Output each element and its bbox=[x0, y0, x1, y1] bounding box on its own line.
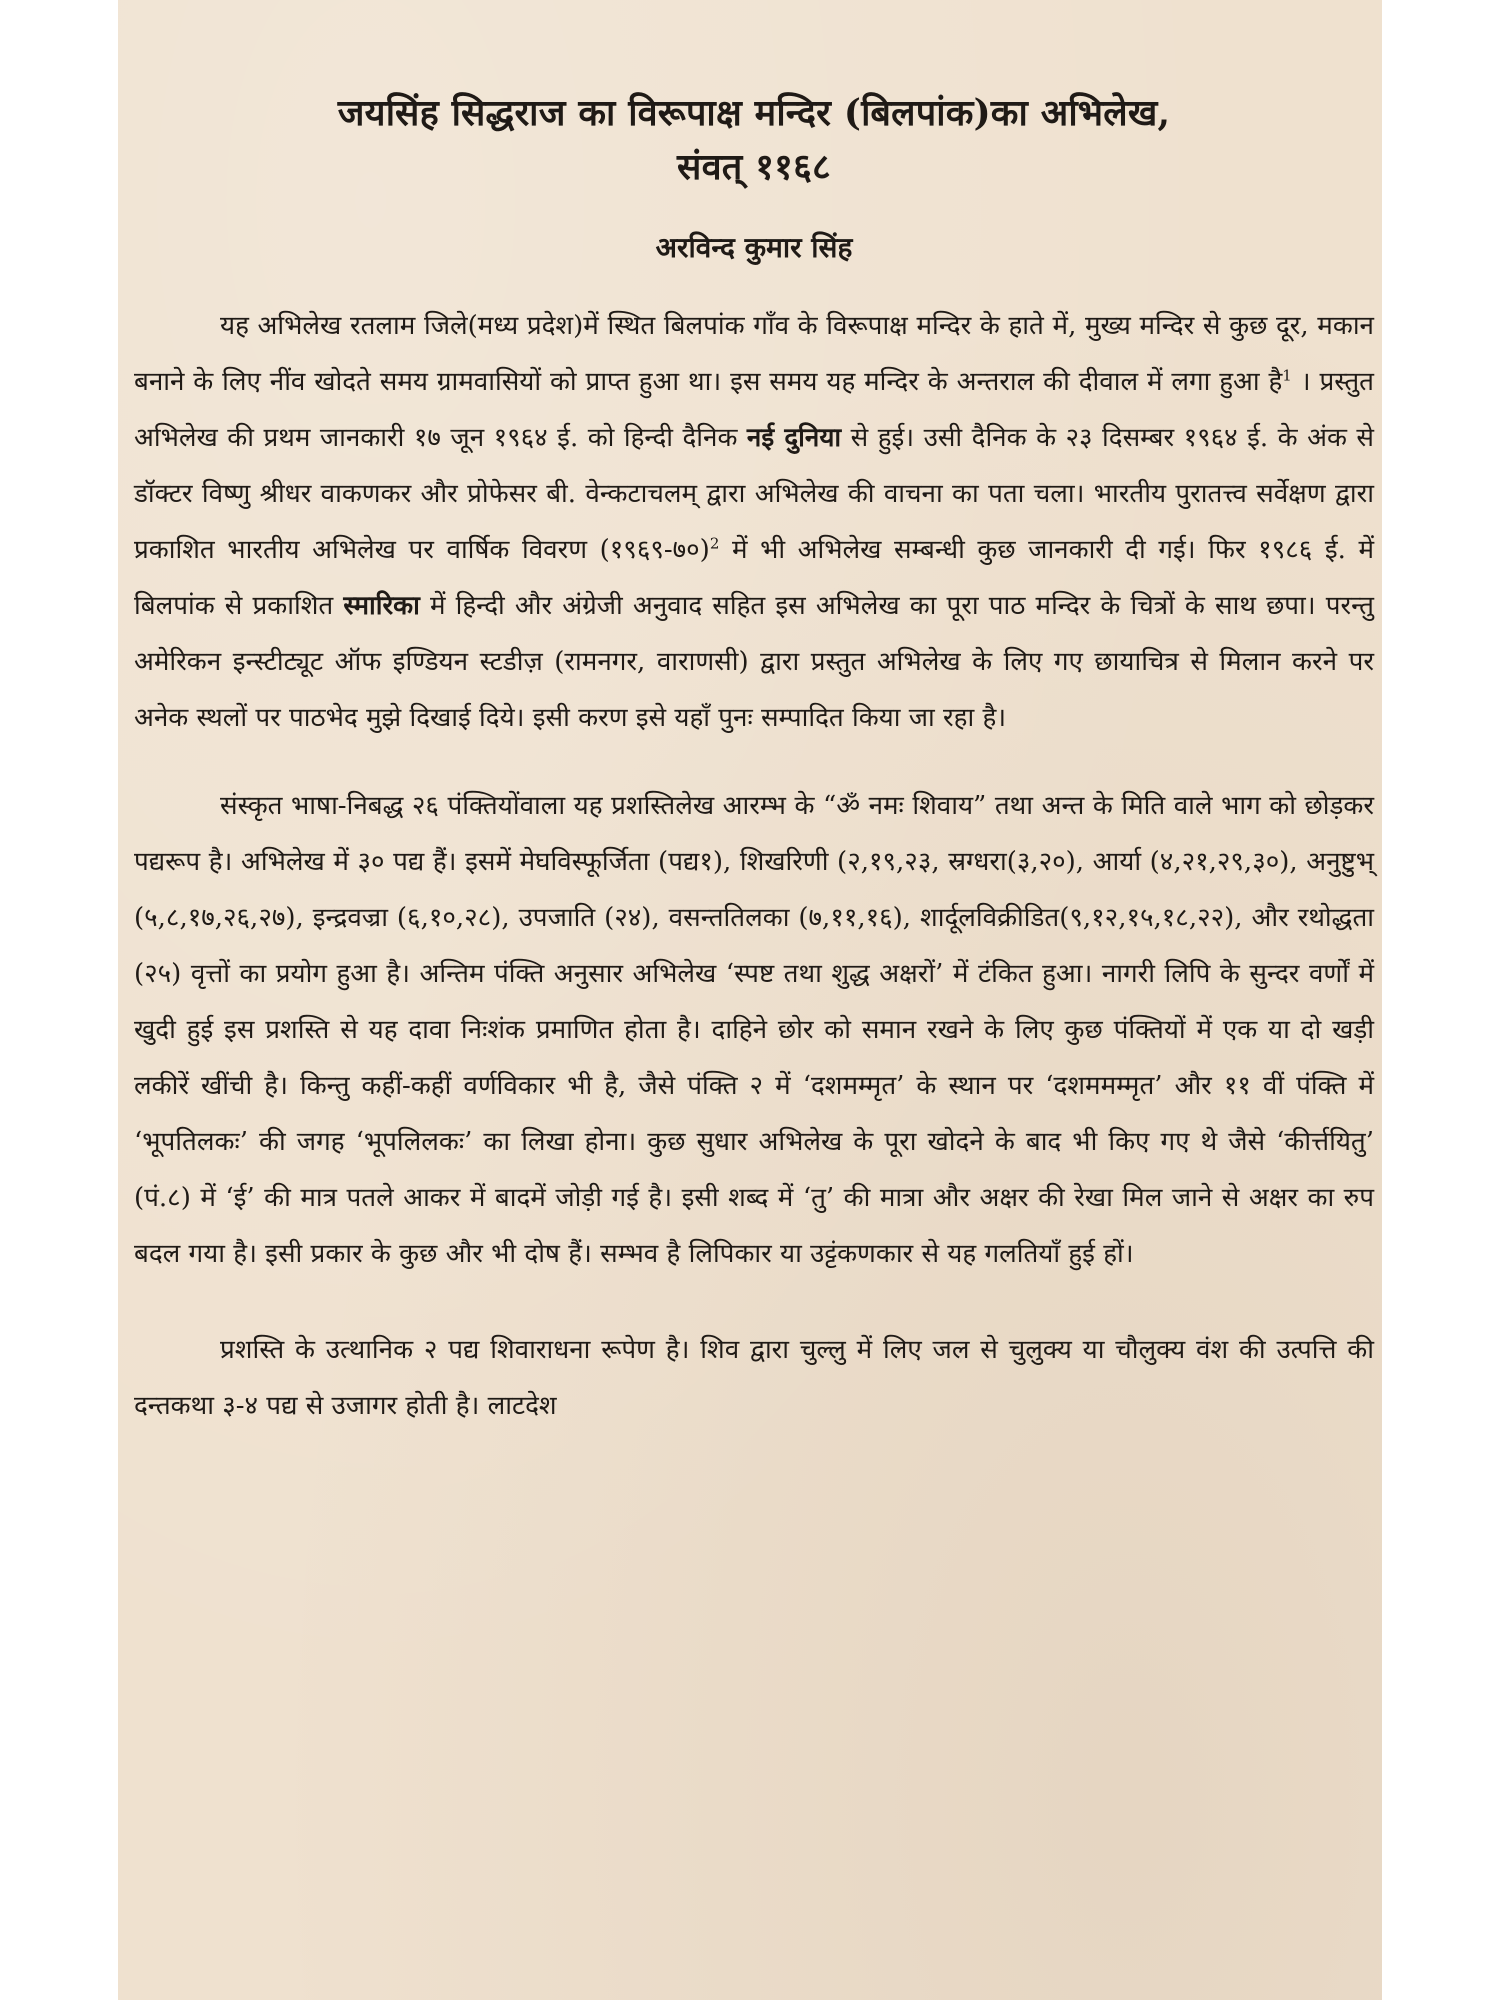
paragraph-1-text-e: में हिन्दी और अंग्रेजी अनुवाद सहित इस अभिलेख का पूरा पाठ मन्दिर के चित्रों के साथ छपा। परन्तु अमेरिकन इन्स्टीट्यूट ऑफ इण्डियन स्टडीज़ (रामनगर, वाराणसी) द्वारा प्रस्तुत अभिलेख के लिए गए छायाचित्र से मिलान करने पर अनेक स्थलों पर पाठभेद मुझे दिखाई दिये। इसी करण इसे यहाँ पुनः सम्पादित किया जा रहा है। bbox=[134, 591, 1374, 733]
paragraph-2: संस्कृत भाषा-निबद्ध २६ पंक्तियोंवाला यह प्रशस्तिलेख आरम्भ के “ॐ नमः शिवाय” तथा अन्त के मिति वाले भाग को छोड़कर पद्यरूप है। अभिलेख में ३० पद्य हैं। इसमें मेघविस्फूर्जिता (पद्य१), शिखरिणी (२,१९,२३, स्रग्धरा(३,२०), आर्या (४,२१,२९,३०), अनुष्टुभ् (५,८,१७,२६,२७), इन्द्रवज्रा (६,१०,२८), उपजाति (२४), वसन्ततिलका (७,११,१६), शार्दूलविक्रीडित(९,१२,१५,१८,२२), और रथोद्धता (२५) वृत्तों का प्रयोग हुआ है। अन्तिम पंक्ति अनुसार अभिलेख ‘स्पष्ट तथा शुद्ध अक्षरों’ में टंकित हुआ। नागरी लिपि के सुन्दर वर्णों में खुदी हुई इस प्रशस्ति से यह दावा निःशंक प्रमाणित होता है। दाहिने छोर को समान रखने के लिए कुछ पंक्तियों में एक या दो खड़ी लकीरें खींची है। किन्तु कहीं-कहीं वर्णविकार भी है, जैसे पंक्ति २ में ‘दशमम्मृत’ के स्थान पर ‘दशममम्मृत’ और ११ वीं पंक्ति में ‘भूपतिलकः’ की जगह ‘भूपलिलकः’ का लिखा होना। कुछ सुधार अभिलेख के पूरा खोदने के बाद भी किए गए थे जैसे ‘कीर्त्तयितु’ (पं.८) में ‘ई’ की मात्र पतले आकर में बादमें जोड़ी गई है। इसी शब्द में ‘तु’ की मात्रा और अक्षर की रेखा मिल जाने से अक्षर का रुप बदल गया है। इसी प्रकार के कुछ और भी दोष हैं। सम्भव है लिपिकार या उट्टंकणकार से यह गलतियाँ हुई हों। bbox=[134, 791, 1374, 1269]
footnote-marker-1: 1 bbox=[1282, 366, 1292, 385]
paragraph-1-text-d: में भी अभिलेख सम्बन्धी कुछ जानकारी दी गई। फिर १९८६ ई. में बिलपांक से प्रकाशित bbox=[134, 535, 1374, 621]
footnote-marker-2: 2 bbox=[709, 534, 720, 553]
paragraph-1-text-a: यह अभिलेख रतलाम जिले(मध्य प्रदेश)में स्थित बिलपांक गाँव के विरूपाक्ष मन्दिर के हाते में, मुख्य मन्दिर से कुछ दूर, मकान बनाने के लिए नींव खोदते समय ग्रामवासियों को प्राप्त हुआ था। इस समय यह मन्दिर के अन्तराल की दीवाल में लगा हुआ है bbox=[134, 311, 1374, 397]
paragraph-3: प्रशस्ति के उत्थानिक २ पद्य शिवाराधना रूपेण है। शिव द्वारा चुल्लु में लिए जल से चुलुक्य या चौलुक्य वंश की उत्पत्ति की दन्तकथा ३-४ पद्य से उजागर होती है। लाटदेश bbox=[134, 1335, 1374, 1421]
author-name: अरविन्द कुमार सिंह bbox=[655, 231, 853, 264]
souvenir-name: स्मारिका bbox=[343, 591, 420, 621]
paragraph-1-text-b: । प्रस्तुत अभिलेख की प्रथम जानकारी १७ जून १९६४ ई. को हिन्दी दैनिक bbox=[134, 367, 1374, 453]
title-line-2: संवत् ११६८ bbox=[677, 146, 831, 188]
newspaper-name: नई दुनिया bbox=[746, 423, 842, 453]
paragraph-1 bbox=[134, 298, 1374, 746]
document-content bbox=[134, 0, 1374, 1434]
paragraph-1-text-c: से हुई। उसी दैनिक के २३ दिसम्बर १९६४ ई. के अंक से डॉक्टर विष्णु श्रीधर वाकणकर और प्रोफेसर बी. वेन्कटाचलम् द्वारा अभिलेख की वाचना का पता चला। भारतीय पुरातत्त्व सर्वेक्षण द्वारा प्रकाशित भारतीय अभिलेख पर वार्षिक विवरण (१९६९-७०) bbox=[134, 423, 1374, 565]
title-line-1: जयसिंह सिद्धराज का विरूपाक्ष मन्दिर (बिलपांक)का अभिलेख, bbox=[337, 92, 1171, 134]
page-title bbox=[134, 0, 1374, 194]
document-page bbox=[118, 0, 1382, 2000]
